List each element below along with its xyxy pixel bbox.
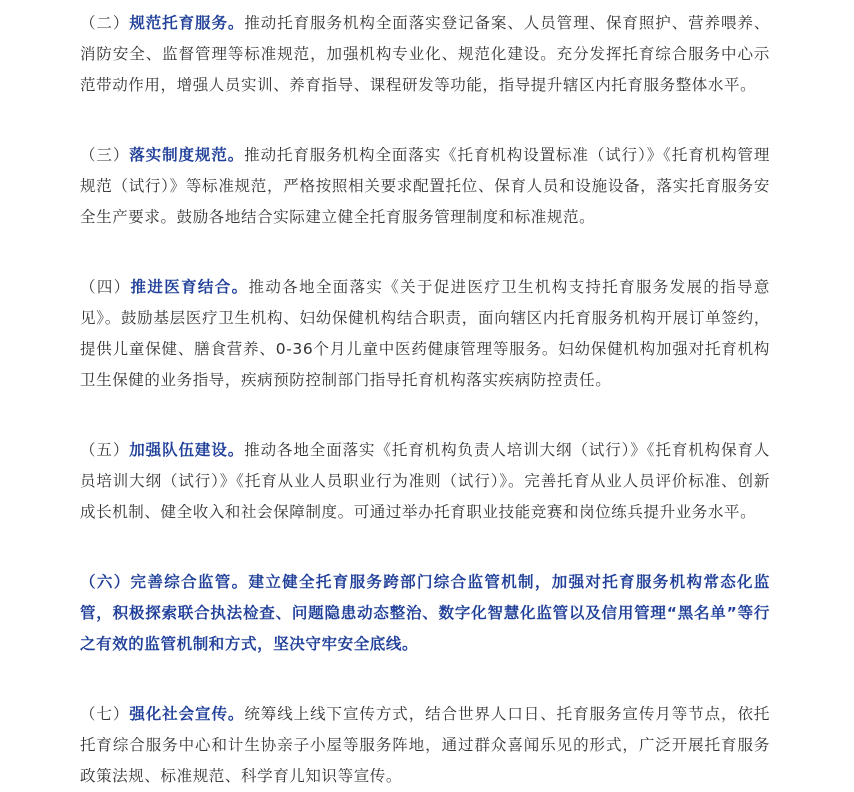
paragraph-number: （六） — [80, 573, 131, 591]
paragraph-number: （七） — [80, 705, 130, 723]
paragraph-2 — [80, 8, 770, 101]
paragraph-7 — [80, 699, 770, 792]
paragraph-text: 推动托育服务机构全面落实登记备案、人员管理、保育照护、营养喂养、消防安全、监督管理等标准规范，加强机构专业化、规范化建设。充分发挥托育综合服务中心示范带动作用，增强人员实训、养育指导、课程研发等功能，指导提升辖区内托育服务整体水平。 — [80, 14, 770, 94]
paragraph-heading: 规范托育服务。 — [129, 14, 245, 32]
paragraph-text: 统筹线上线下宣传方式，结合世界人口日、托育服务宣传月等节点，依托托育综合服务中心和计生协亲子小屋等服务阵地，通过群众喜闻乐见的形式，广泛开展托育服务政策法规、标准规范、科学育儿知识等宣传。 — [80, 705, 770, 785]
paragraph-3 — [80, 140, 770, 233]
paragraph-heading: 落实制度规范。 — [129, 146, 245, 164]
paragraph-6 — [80, 567, 770, 660]
paragraph-number: （五） — [80, 441, 130, 459]
paragraph-number: （三） — [80, 146, 130, 164]
paragraph-heading: 推进医育结合。 — [130, 278, 249, 296]
paragraph-text: 推动各地全面落实《托育机构负责人培训大纲（试行）》《托育机构保育人员培训大纲（试行）》《托育从业人员职业行为准则（试行）》。完善托育从业人员评价标准、创新成长机制、健全收入和社会保障制度。可通过举办托育职业技能竞赛和岗位练兵提升业务水平。 — [80, 441, 770, 521]
paragraph-text: 推动各地全面落实《关于促进医疗卫生机构支持托育服务发展的指导意见》。鼓励基层医疗卫生机构、妇幼保健机构结合职责，面向辖区内托育服务机构开展订单签约，提供儿童保健、膳食营养、0-36个月儿童中医药健康管理等服务。妇幼保健机构加强对托育机构卫生保健的业务指导，疾病预防控制部门指导托育机构落实疾病防控责任。 — [80, 278, 770, 389]
paragraph-4 — [80, 272, 770, 396]
paragraph-heading: 完善综合监管。 — [130, 573, 249, 591]
article-body — [80, 0, 770, 792]
paragraph-heading: 加强队伍建设。 — [129, 441, 245, 459]
paragraph-5 — [80, 435, 770, 528]
paragraph-text: 推动托育服务机构全面落实《托育机构设置标准（试行）》《托育机构管理规范（试行）》等标准规范，严格按照相关要求配置托位、保育人员和设施设备，落实托育服务安全生产要求。鼓励各地结合实际建立健全托育服务管理制度和标准规范。 — [80, 146, 770, 226]
paragraph-number: （四） — [80, 278, 131, 296]
paragraph-number: （二） — [80, 14, 130, 32]
paragraph-text: 建立健全托育服务跨部门综合监管机制，加强对托育服务机构常态化监管，积极探索联合执法检查、问题隐患动态整治、数字化智慧化监管以及信用管理“黑名单”等行之有效的监管机制和方式，坚决守牢安全底线。 — [80, 573, 770, 653]
paragraph-heading: 强化社会宣传。 — [129, 705, 245, 723]
